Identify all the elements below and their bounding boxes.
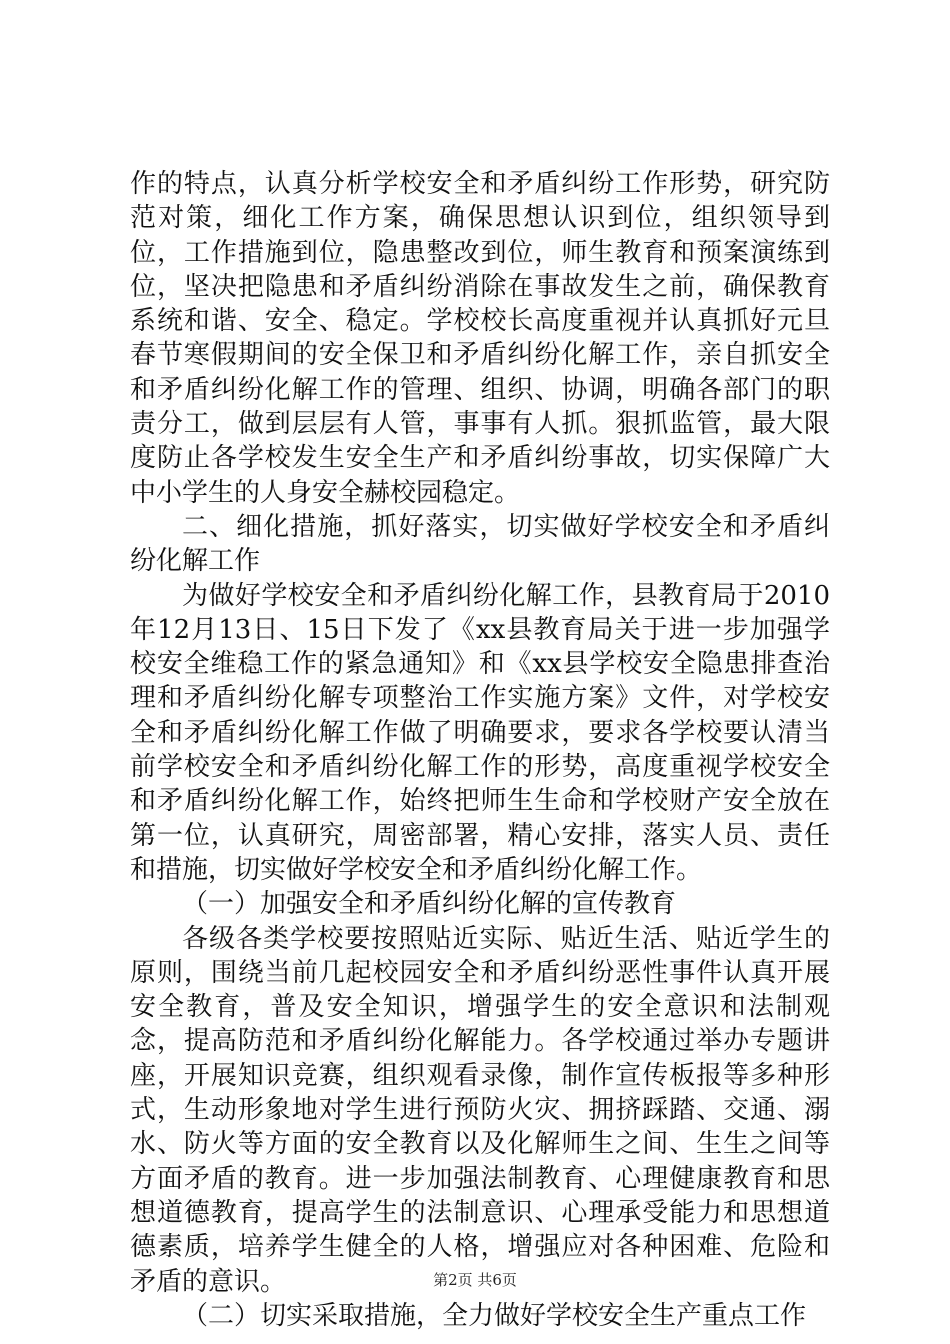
section-heading-2: 二、细化措施，抓好落实，切实做好学校安全和矛盾纠纷化解工作 (130, 511, 830, 577)
page-number: 第2页 共6页 (433, 1271, 517, 1289)
paragraph-continuation: 作的特点，认真分析学校安全和矛盾纠纷工作形势，研究防范对策，细化工作方案，确保思想认识到位，组织领导到位，工作措施到位，隐患整改到位，师生教育和预案演练到位，坚决把隐患和矛盾纠纷消除在事故发生之前，确保教育系统和谐、安全、稳定。学校校长高度重视并认真抓好元旦春节寒假期间的安全保卫和矛盾纠纷化解工作，亲自抓安全和矛盾纠纷化解工作的管理、组织、协调，明确各部门的职责分工，做到层层有人管，事事有人抓。狠抓监管，最大限度防止各学校发生安全生产和矛盾纠纷事故，切实保障广大中小学生的人身安全赫校园稳定。 (130, 169, 830, 508)
paragraph-education: 各级各类学校要按照贴近实际、贴近生活、贴近学生的原则，围绕当前几起校园安全和矛盾纠纷恶性事件认真开展安全教育，普及安全知识，增强学生的安全意识和法制观念，提高防范和矛盾纠纷化解能力。各学校通过举办专题讲座，开展知识竞赛，组织观看录像，制作宣传板报等多种形式，生动形象地对学生进行预防火灾、拥挤踩踏、交通、溺水、防火等方面的安全教育以及化解师生之间、生生之间等方面矛盾的教育。进一步加强法制教育、心理健康教育和思想道德教育，提高学生的法制意识、心理承受能力和思想道德素质，培养学生健全的人格，增强应对各种困难、危险和矛盾的意识。 (130, 923, 830, 1297)
document-body (130, 167, 830, 1333)
paragraph-notice: 为做好学校安全和矛盾纠纷化解工作，县教育局于2010年12月13日、15日下发了《xx县教育局关于进一步加强学校安全维稳工作的紧急通知》和《xx县学校安全隐患排查治理和矛盾纠纷化解专项整治工作实施方案》文件，对学校安全和矛盾纠纷化解工作做了明确要求，要求各学校要认清当前学校安全和矛盾纠纷化解工作的形势，高度重视学校安全和矛盾纠纷化解工作，始终把师生生命和学校财产安全放在第一位，认真研究，周密部署，精心安排，落实人员、责任和措施，切实做好学校安全和矛盾纠纷化解工作。 (130, 580, 830, 885)
page-footer (0, 1269, 950, 1290)
subsection-heading-1: （一）加强安全和矛盾纠纷化解的宣传教育 (182, 889, 677, 920)
subsection-heading-2: （二）切实采取措施，全力做好学校安全生产重点工作 (182, 1300, 807, 1331)
